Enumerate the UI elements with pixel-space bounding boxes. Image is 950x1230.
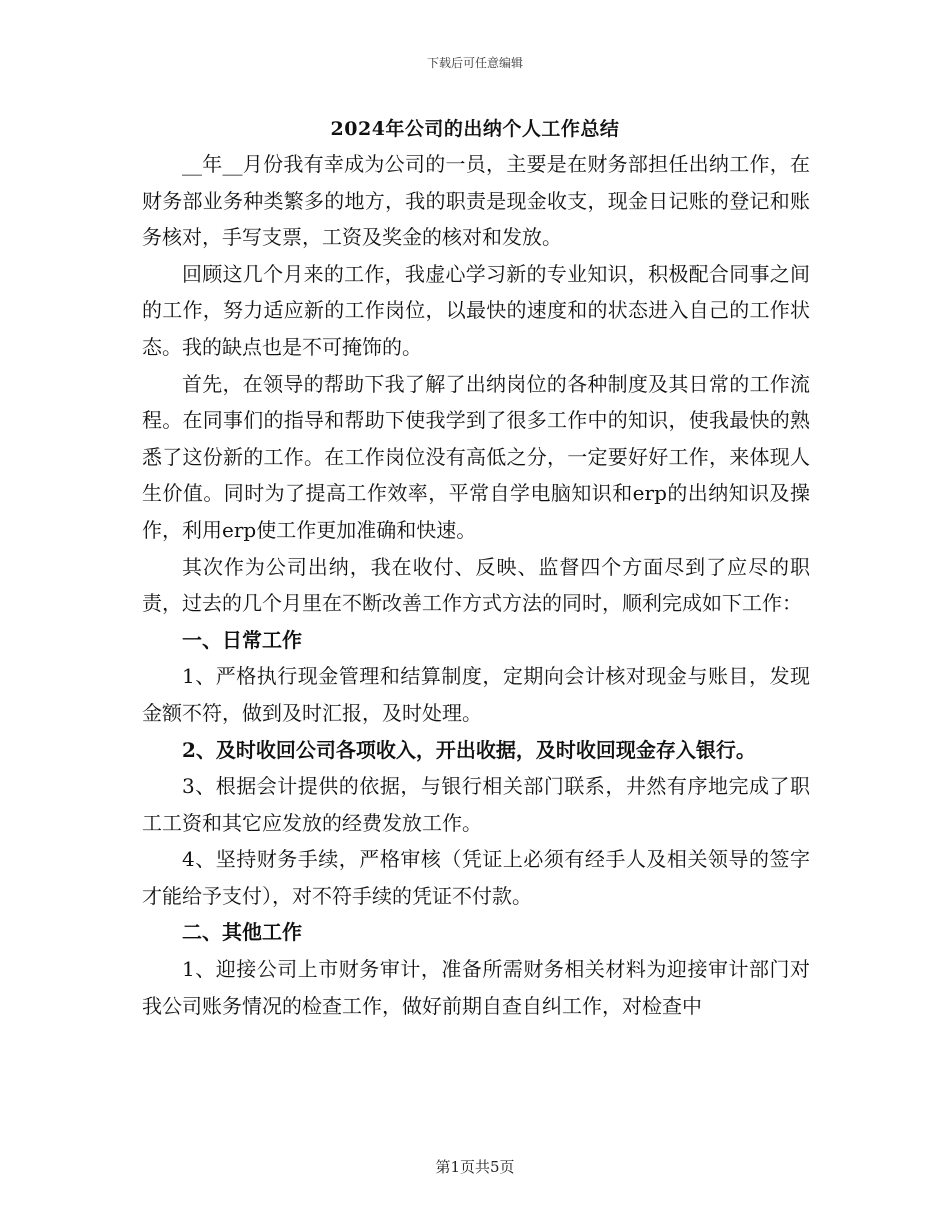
paragraph-intro: __年__月份我有幸成为公司的一员，主要是在财务部担任出纳工作，在财务部业务种类繁多的地方，我的职责是现金收支，现金日记账的登记和账务核对，手写支票，工资及奖金的核对和发放。	[142, 152, 810, 250]
paragraph-second: 其次作为公司出纳，我在收付、反映、监督四个方面尽到了应尽的职责，过去的几个月里在不断改善工作方式方法的同时，顺利完成如下工作：	[142, 554, 810, 616]
list-item: 1、迎接公司上市财务审计，准备所需财务相关材料为迎接审计部门对我公司账务情况的检查工作，做好前期自查自纠工作，对检查中	[142, 957, 810, 1018]
page-number-footer: 第1页共5页	[435, 1158, 515, 1176]
paragraph-review: 回顾这几个月来的工作，我虚心学习新的专业知识，积极配合同事之间的工作，努力适应新的工作岗位，以最快的速度和的状态进入自己的工作状态。我的缺点也是不可掩饰的。	[142, 261, 810, 359]
section-heading-daily-work: 一、日常工作	[182, 627, 302, 652]
list-item: 2、及时收回公司各项收入，开出收据，及时收回现金存入银行。	[182, 737, 756, 762]
list-item: 1、严格执行现金管理和结算制度，定期向会计核对现金与账目，发现金额不符，做到及时汇报，及时处理。	[142, 664, 810, 725]
list-item: 4、坚持财务手续，严格审核（凭证上必须有经手人及相关领导的签字才能给予支付），对不符手续的凭证不付款。	[142, 847, 810, 908]
list-item: 3、根据会计提供的依据，与银行相关部门联系，井然有序地完成了职工工资和其它应发放的经费发放工作。	[142, 774, 810, 835]
header-note: 下载后可任意编辑	[426, 56, 523, 70]
document-title: 2024年公司的出纳个人工作总结	[330, 118, 620, 140]
paragraph-first: 首先，在领导的帮助下我了解了出纳岗位的各种制度及其日常的工作流程。在同事们的指导和帮助下使我学到了很多工作中的知识，使我最快的熟悉了这份新的工作。在工作岗位没有高低之分，一定要好好工作，来体现人生价值。同时为了提高工作效率，平常自学电脑知识和erp的出纳知识及操作，利用erp使工作更加准确和快速。	[142, 371, 810, 542]
document-body	[142, 146, 810, 1024]
section-heading-other-work: 二、其他工作	[182, 920, 302, 945]
